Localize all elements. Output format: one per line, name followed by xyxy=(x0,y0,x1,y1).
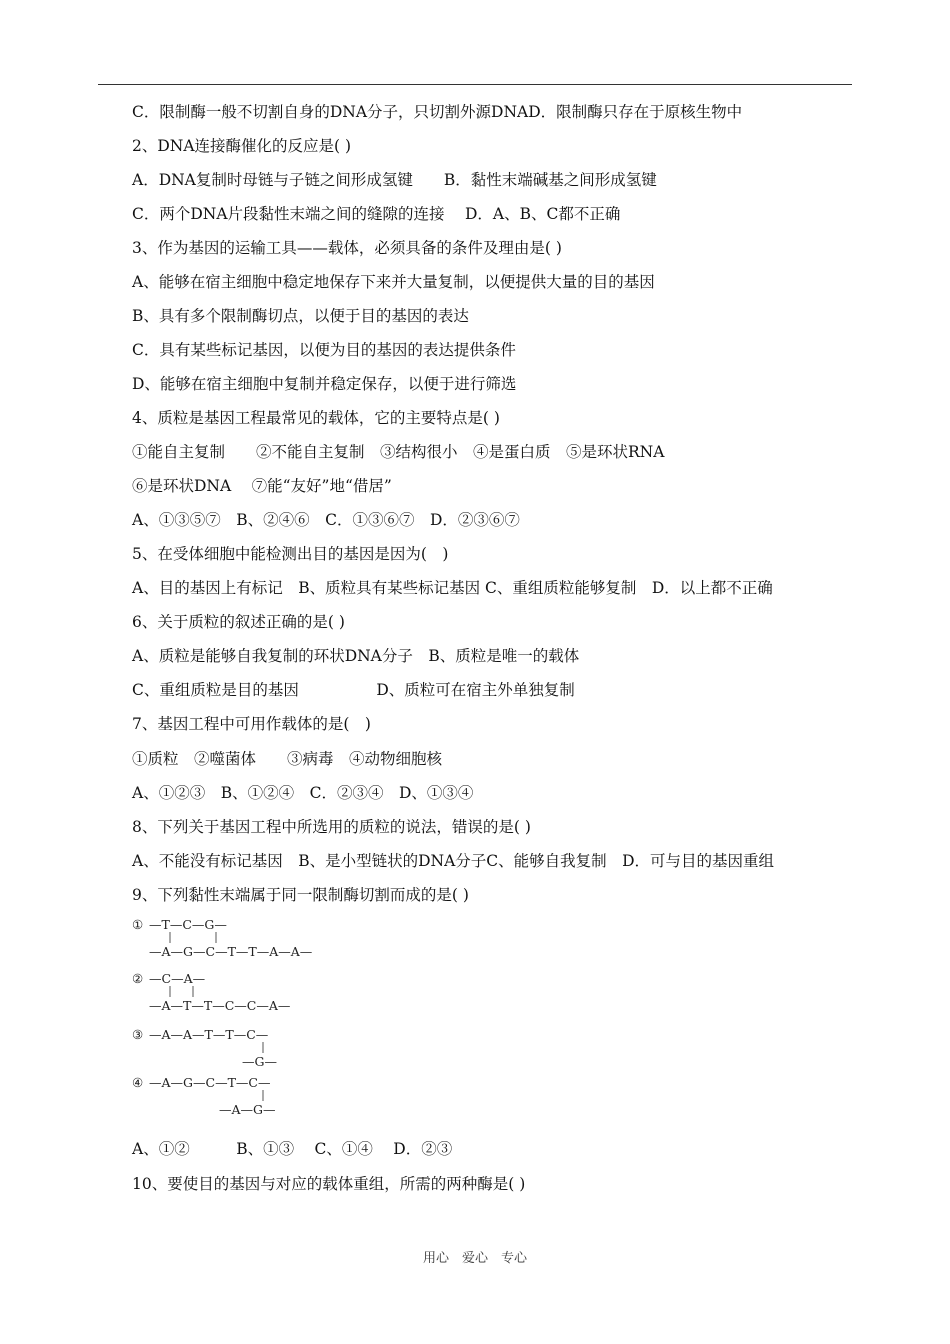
q4-options: A、①③⑤⑦ B、②④⑥ C．①③⑥⑦ D．②③⑥⑦ xyxy=(132,511,520,529)
sticky-end-3-bottom-strand: —G— xyxy=(242,1054,277,1069)
question-3: 3、作为基因的运输工具——载体，必须具备的条件及理由是( ) xyxy=(132,239,562,257)
sticky-end-1-label: ① xyxy=(132,917,144,932)
q3-option-d: D、能够在宿主细胞中复制并稳定保存，以便于进行筛选 xyxy=(132,375,517,393)
sticky-end-2-label: ② xyxy=(132,971,144,986)
q7-statements: ①质粒 ②噬菌体 ③病毒 ④动物细胞核 xyxy=(132,750,443,768)
sticky-ends-figure xyxy=(132,915,352,1125)
q4-statements-2: ⑥是环状DNA ⑦能“友好”地“借居” xyxy=(132,477,392,495)
sticky-end-4-label: ④ xyxy=(132,1075,144,1090)
sticky-end-3-top-strand: —A—A—T—T—C— xyxy=(149,1027,269,1042)
question-9: 9、下列黏性末端属于同一限制酶切割而成的是( ) xyxy=(132,886,469,904)
sticky-end-4-bottom-strand: —A—G— xyxy=(219,1102,276,1117)
question-6: 6、关于质粒的叙述正确的是( ) xyxy=(132,613,345,631)
sticky-end-1-bottom-strand: —A—G—C—T—T—A—A— xyxy=(149,944,313,959)
q3-option-b: B、具有多个限制酶切点，以便于目的基因的表达 xyxy=(132,307,469,325)
sticky-end-3-label: ③ xyxy=(132,1027,144,1042)
question-5: 5、在受体细胞中能检测出目的基因是因为( ) xyxy=(132,545,449,563)
q4-statements-1: ①能自主复制 ②不能自主复制 ③结构很小 ④是蛋白质 ⑤是环状RNA xyxy=(132,443,665,461)
header-rule xyxy=(98,84,852,85)
sticky-end-4-top-strand: —A—G—C—T—C— xyxy=(149,1075,271,1090)
q3-option-c: C．具有某些标记基因，以便为目的基因的表达提供条件 xyxy=(132,341,516,359)
q2-options-cd: C．两个DNA片段黏性末端之间的缝隙的连接 D．A、B、C都不正确 xyxy=(132,205,621,223)
sticky-end-2-top-strand: —C—A— xyxy=(149,971,206,986)
question-7: 7、基因工程中可用作载体的是( ) xyxy=(132,715,371,733)
q3-option-a: A、能够在宿主细胞中稳定地保存下来并大量复制，以便提供大量的目的基因 xyxy=(132,273,655,291)
question-10: 10、要使目的基因与对应的载体重组，所需的两种酶是( ) xyxy=(132,1175,526,1193)
question-8: 8、下列关于基因工程中所选用的质粒的说法，错误的是( ) xyxy=(132,818,531,836)
question-2: 2、DNA连接酶催化的反应是( ) xyxy=(132,137,352,155)
q9-options: A、①② B、①③ C、①④ D．②③ xyxy=(132,1140,453,1158)
sticky-end-2-bottom-strand: —A—T—T—C—C—A— xyxy=(149,998,291,1013)
q5-options: A、目的基因上有标记 B、质粒具有某些标记基因 C、重组质粒能够复制 D．以上都不正确 xyxy=(132,579,773,597)
page-footer: 用心 爱心 专心 xyxy=(422,1251,527,1266)
question-4: 4、质粒是基因工程最常见的载体，它的主要特点是( ) xyxy=(132,409,500,427)
option-c-restriction: C．限制酶一般不切割自身的DNA分子，只切割外源DNAD．限制酶只存在于原核生物中 xyxy=(132,103,743,121)
q2-options-ab: A．DNA复制时母链与子链之间形成氢键 B．黏性末端碱基之间形成氢键 xyxy=(132,171,657,189)
q6-options-cd: C、重组质粒是目的基因 D、质粒可在宿主外单独复制 xyxy=(132,681,575,699)
q7-options: A、①②③ B、①②④ C．②③④ D、①③④ xyxy=(132,784,474,802)
q6-options-ab: A、质粒是能够自我复制的环状DNA分子 B、质粒是唯一的载体 xyxy=(132,647,580,665)
q8-options: A、不能没有标记基因 B、是小型链状的DNA分子C、能够自我复制 D．可与目的基因重组 xyxy=(132,852,775,870)
sticky-end-1-top-strand: —T—C—G— xyxy=(149,917,227,932)
